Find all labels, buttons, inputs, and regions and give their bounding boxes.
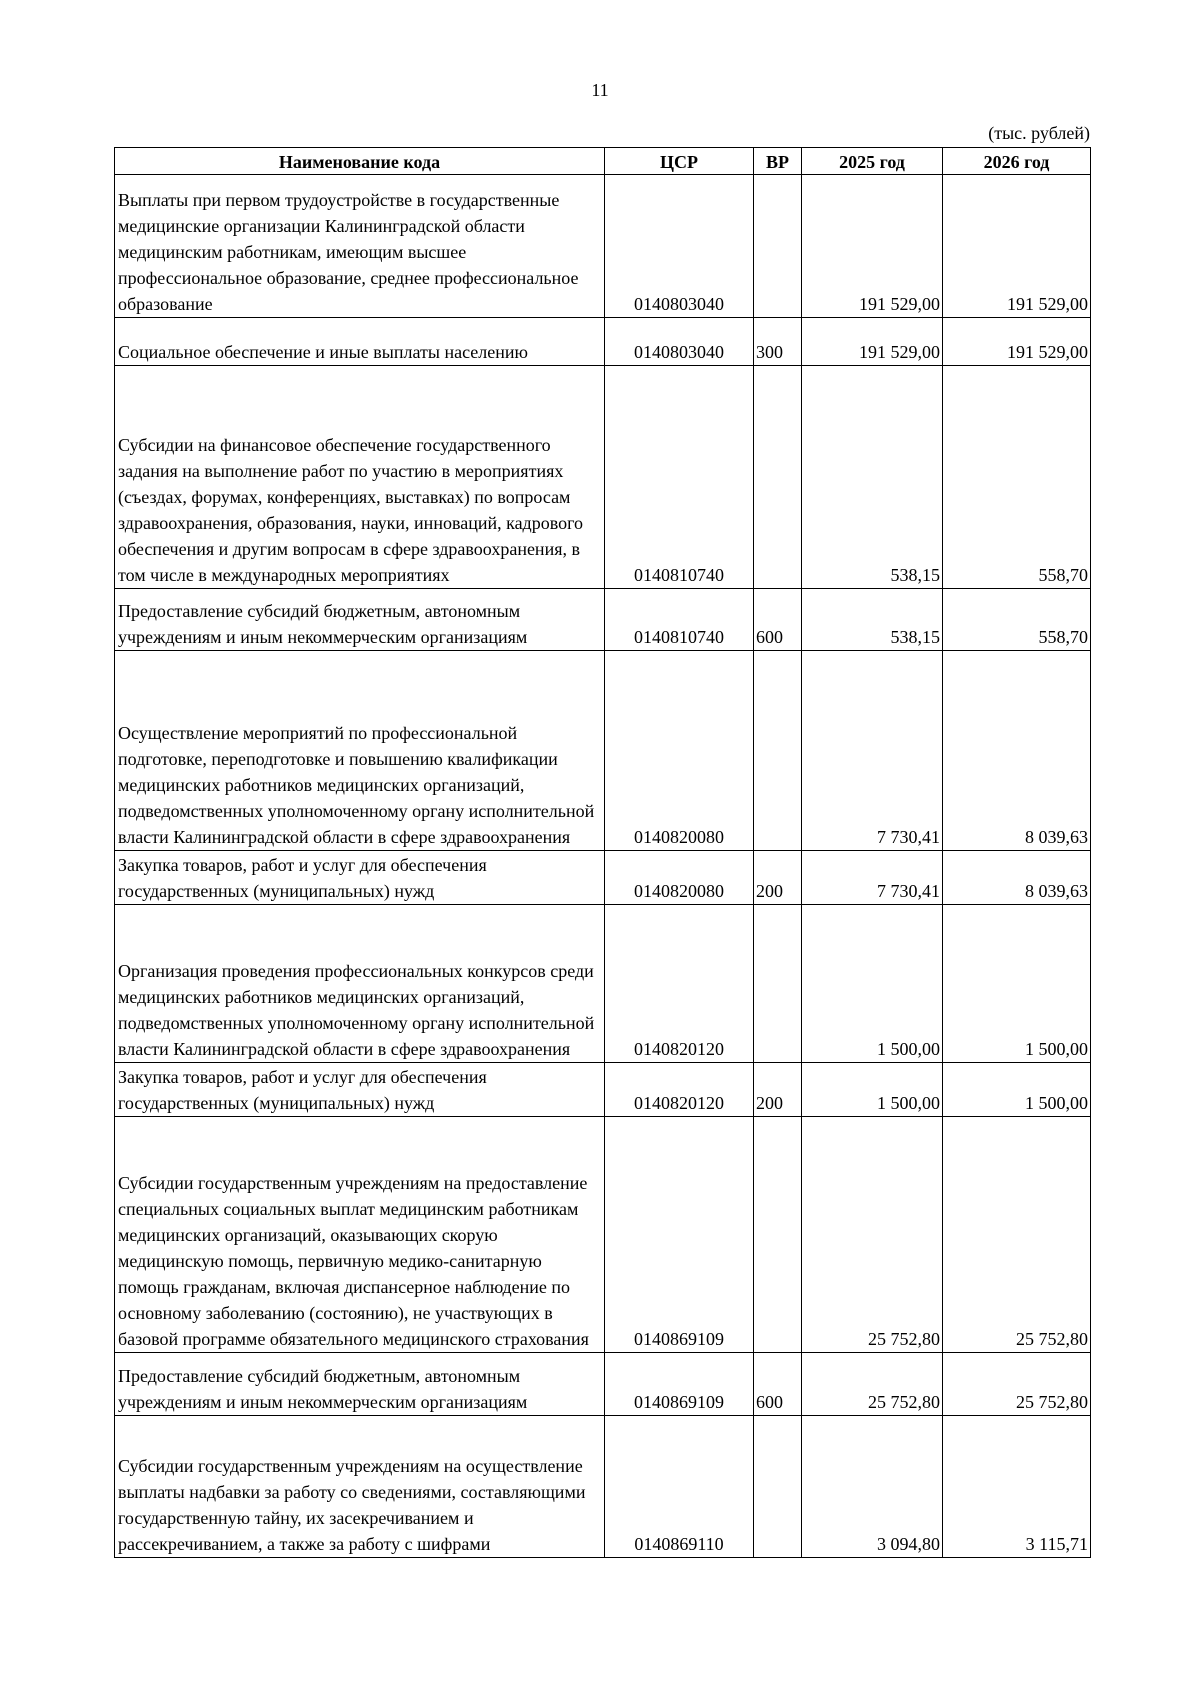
header-name: Наименование кода	[115, 148, 605, 175]
row-csr: 0140810740	[605, 366, 754, 589]
row-name: Субсидии государственным учреждениям на осуществление выплаты надбавки за работу со сведениями, составляющими государственную тайну, их засекречиванием и рассекречиванием, а также за работу с шифрами	[115, 1416, 605, 1558]
row-2026: 25 752,80	[943, 1353, 1091, 1416]
table-row	[115, 1117, 1091, 1353]
row-2026: 8 039,63	[943, 651, 1091, 851]
row-csr: 0140820080	[605, 851, 754, 905]
row-2025: 538,15	[802, 366, 943, 589]
row-name: Организация проведения профессиональных конкурсов среди медицинских работников медицинских организаций, подведомственных уполномоченному органу исполнительной власти Калининградской области в сфере здравоохранения	[115, 905, 605, 1063]
row-name: Субсидии государственным учреждениям на предоставление специальных социальных выплат медицинским работникам медицинских организаций, оказывающих скорую медицинскую помощь, первичную медико-санитарную помощь гражданам, включая диспансерное наблюдение по основному заболеванию (состоянию), не участвующих в базовой программе обязательного медицинского страхования	[115, 1117, 605, 1353]
table-row	[115, 175, 1091, 318]
row-name: Социальное обеспечение и иные выплаты населению	[115, 318, 605, 366]
row-name: Субсидии на финансовое обеспечение государственного задания на выполнение работ по участию в мероприятиях (съездах, форумах, конференциях, выставках) по вопросам здравоохранения, образования, науки, инноваций, кадрового обеспечения и другим вопросам в сфере здравоохранения, в том числе в международных мероприятиях	[115, 366, 605, 589]
row-2026: 3 115,71	[943, 1416, 1091, 1558]
row-2025: 538,15	[802, 589, 943, 651]
row-csr: 0140869109	[605, 1117, 754, 1353]
row-2025: 25 752,80	[802, 1117, 943, 1353]
budget-table	[114, 147, 1091, 1558]
row-vr: 200	[754, 1063, 802, 1117]
row-name: Предоставление субсидий бюджетным, автономным учреждениям и иным некоммерческим организациям	[115, 589, 605, 651]
table-row	[115, 905, 1091, 1063]
row-2025: 7 730,41	[802, 851, 943, 905]
page-number: 11	[591, 80, 609, 100]
row-2026: 558,70	[943, 366, 1091, 589]
row-csr: 0140820120	[605, 905, 754, 1063]
row-csr: 0140869110	[605, 1416, 754, 1558]
row-vr	[754, 1416, 802, 1558]
row-csr: 0140820120	[605, 1063, 754, 1117]
row-2026: 1 500,00	[943, 1063, 1091, 1117]
row-vr: 600	[754, 589, 802, 651]
table-row	[115, 651, 1091, 851]
row-2025: 1 500,00	[802, 905, 943, 1063]
row-2026: 1 500,00	[943, 905, 1091, 1063]
row-name: Осуществление мероприятий по профессиональной подготовке, переподготовке и повышению квалификации медицинских работников медицинских организаций, подведомственных уполномоченному органу исполнительной власти Калининградской области в сфере здравоохранения	[115, 651, 605, 851]
row-vr	[754, 651, 802, 851]
header-2025: 2025 год	[802, 148, 943, 175]
row-2025: 191 529,00	[802, 318, 943, 366]
row-csr: 0140803040	[605, 318, 754, 366]
row-vr: 600	[754, 1353, 802, 1416]
row-2025: 1 500,00	[802, 1063, 943, 1117]
header-csr: ЦСР	[605, 148, 754, 175]
table-row	[115, 318, 1091, 366]
row-vr	[754, 905, 802, 1063]
row-csr: 0140803040	[605, 175, 754, 318]
row-2026: 558,70	[943, 589, 1091, 651]
row-vr: 200	[754, 851, 802, 905]
table-row	[115, 851, 1091, 905]
header-2026: 2026 год	[943, 148, 1091, 175]
header-vr: ВР	[754, 148, 802, 175]
row-vr: 300	[754, 318, 802, 366]
row-csr: 0140820080	[605, 651, 754, 851]
table-row	[115, 589, 1091, 651]
row-2026: 25 752,80	[943, 1117, 1091, 1353]
row-name: Закупка товаров, работ и услуг для обеспечения государственных (муниципальных) нужд	[115, 1063, 605, 1117]
row-2026: 191 529,00	[943, 175, 1091, 318]
table-header-row	[115, 148, 1091, 175]
row-name: Предоставление субсидий бюджетным, автономным учреждениям и иным некоммерческим организациям	[115, 1353, 605, 1416]
row-2026: 8 039,63	[943, 851, 1091, 905]
row-2025: 7 730,41	[802, 651, 943, 851]
row-csr: 0140810740	[605, 589, 754, 651]
row-vr	[754, 366, 802, 589]
row-2026: 191 529,00	[943, 318, 1091, 366]
row-2025: 3 094,80	[802, 1416, 943, 1558]
row-name: Выплаты при первом трудоустройстве в государственные медицинские организации Калининградской области медицинским работникам, имеющим высшее профессиональное образование, среднее профессиональное образование	[115, 175, 605, 318]
row-name: Закупка товаров, работ и услуг для обеспечения государственных (муниципальных) нужд	[115, 851, 605, 905]
table-row	[115, 1416, 1091, 1558]
table-row	[115, 1353, 1091, 1416]
row-2025: 191 529,00	[802, 175, 943, 318]
row-2025: 25 752,80	[802, 1353, 943, 1416]
row-csr: 0140869109	[605, 1353, 754, 1416]
table-row	[115, 1063, 1091, 1117]
unit-note: (тыс. рублей)	[988, 123, 1090, 143]
row-vr	[754, 1117, 802, 1353]
table-row	[115, 366, 1091, 589]
row-vr	[754, 175, 802, 318]
